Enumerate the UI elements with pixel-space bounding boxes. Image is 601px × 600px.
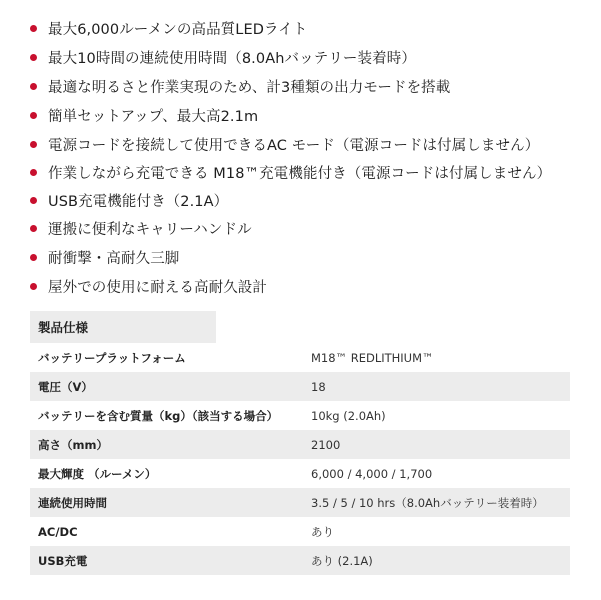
feature-item bbox=[0, 72, 601, 101]
feature-text: 最大6,000ルーメンの高品質LEDライト bbox=[48, 22, 308, 38]
spec-value: 10kg (2.0Ah) bbox=[311, 408, 386, 423]
spec-value: 18 bbox=[311, 379, 326, 394]
spec-label: AC/DC bbox=[38, 524, 78, 539]
spec-value: あり (2.1A) bbox=[311, 553, 373, 568]
bullet-icon bbox=[30, 254, 37, 261]
bullet-icon bbox=[30, 25, 37, 32]
spec-table-title: 製品仕様 bbox=[38, 320, 89, 335]
spec-value: 3.5 / 5 / 10 hrs（8.0Ahバッテリー装着時） bbox=[311, 495, 544, 510]
spec-label: バッテリープラットフォーム bbox=[38, 350, 186, 365]
bullet-icon bbox=[30, 283, 37, 290]
feature-text: 運搬に便利なキャリーハンドル bbox=[48, 222, 252, 238]
bullet-icon bbox=[30, 141, 37, 148]
spec-table-title-cell bbox=[30, 311, 216, 343]
spec-label: 電圧（V） bbox=[38, 379, 93, 394]
feature-text: 作業しながら充電できる M18™充電機能付き（電源コードは付属しません） bbox=[48, 166, 552, 182]
bullet-icon bbox=[30, 197, 37, 204]
spec-label: バッテリーを含む質量（kg）（該当する場合） bbox=[38, 408, 279, 423]
feature-text: 最大10時間の連続使用時間（8.0Ahバッテリー装着時） bbox=[48, 51, 416, 67]
feature-text: 最適な明るさと作業実現のため、計3種類の出力モードを搭載 bbox=[48, 80, 451, 96]
spec-row bbox=[30, 430, 570, 459]
spec-row bbox=[30, 459, 570, 488]
spec-row bbox=[30, 488, 570, 517]
spec-row bbox=[30, 343, 570, 372]
spec-value: M18™ REDLITHIUM™ bbox=[311, 350, 434, 365]
bullet-icon bbox=[30, 83, 37, 90]
feature-text: 耐衝撃・高耐久三脚 bbox=[48, 251, 180, 267]
spec-label: 連続使用時間 bbox=[38, 495, 107, 510]
spec-row bbox=[30, 517, 570, 546]
feature-text: 屋外での使用に耐える高耐久設計 bbox=[48, 280, 267, 296]
feature-item bbox=[0, 272, 601, 301]
feature-text: 簡単セットアップ、最大高2.1m bbox=[48, 109, 259, 125]
feature-item bbox=[0, 101, 601, 130]
spec-label: USB充電 bbox=[38, 553, 88, 568]
spec-value: 2100 bbox=[311, 437, 341, 452]
spec-label: 最大輝度 （ルーメン） bbox=[38, 466, 157, 481]
bullet-icon bbox=[30, 54, 37, 61]
feature-item bbox=[0, 158, 601, 187]
spec-row bbox=[30, 372, 570, 401]
feature-item bbox=[0, 43, 601, 72]
feature-item bbox=[0, 14, 601, 43]
bullet-icon bbox=[30, 169, 37, 176]
spec-value: 6,000 / 4,000 / 1,700 bbox=[311, 466, 433, 481]
feature-text: 電源コードを接続して使用できるAC モード（電源コードは付属しません） bbox=[48, 138, 540, 154]
feature-item bbox=[0, 214, 601, 243]
bullet-icon bbox=[30, 112, 37, 119]
spec-row bbox=[30, 546, 570, 575]
spec-label: 高さ（mm） bbox=[38, 437, 108, 452]
feature-item bbox=[0, 243, 601, 272]
feature-item bbox=[0, 130, 601, 159]
feature-text: USB充電機能付き（2.1A） bbox=[48, 194, 229, 210]
spec-row bbox=[30, 401, 570, 430]
bullet-icon bbox=[30, 225, 37, 232]
feature-item bbox=[0, 186, 601, 215]
spec-value: あり bbox=[311, 524, 334, 539]
